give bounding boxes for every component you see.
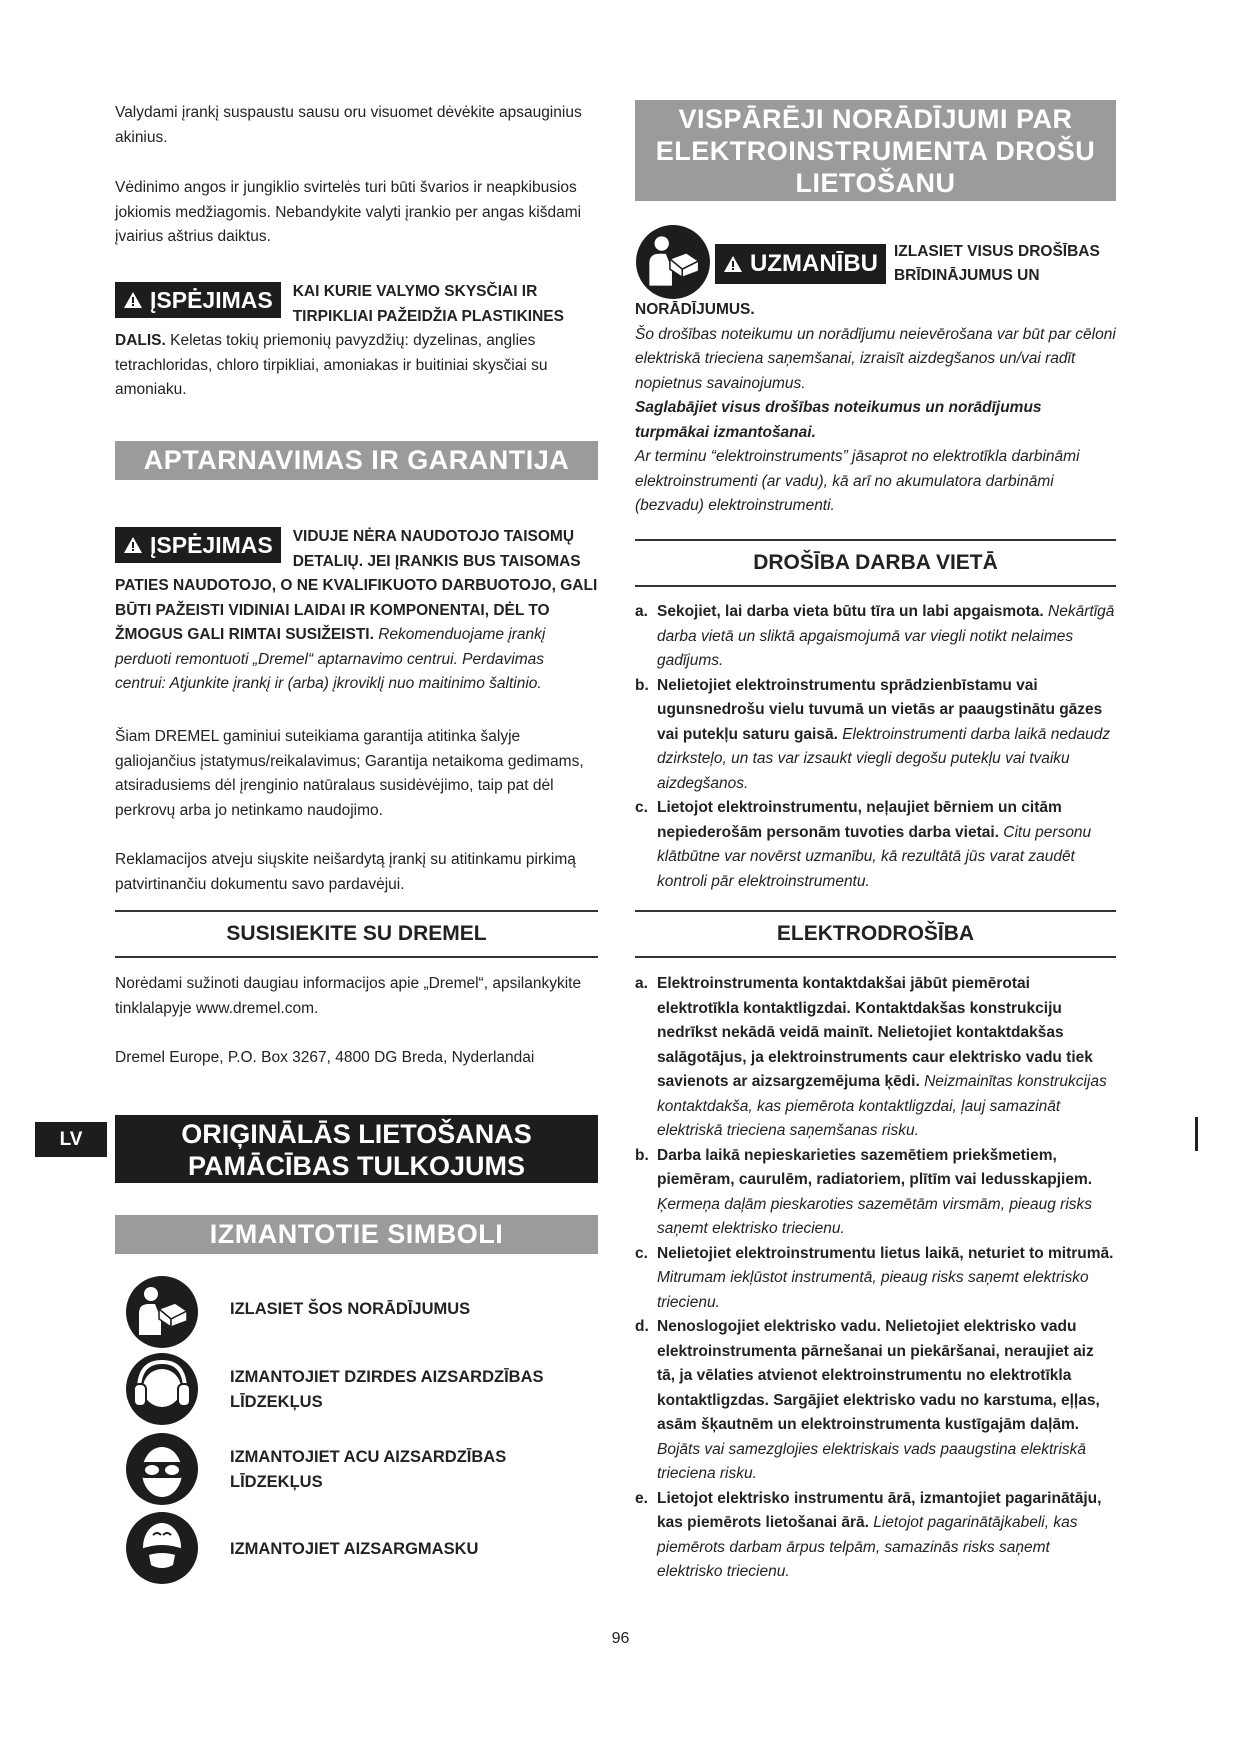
list-marker: c.	[635, 1244, 648, 1262]
workplace-list	[635, 600, 1116, 894]
heading-workplace-safety: DROŠĪBA DARBA VIETĀ	[635, 539, 1116, 587]
caution-head-line1: IZLASIET VISUS DROŠĪBAS	[893, 242, 1100, 260]
warning-repairs	[115, 525, 598, 697]
heading-contact: SUSISIEKITE SU DREMEL	[115, 910, 598, 958]
warning-body	[115, 329, 598, 403]
list-item	[635, 796, 1116, 894]
warning-head-line1: KAI KURIE VALYMO SKYSČIAI IR	[292, 283, 538, 300]
caution-save-instructions: Saglabājiet visus drošības noteikumus un norādījumus turpmākai izmantošanai.	[635, 399, 1042, 441]
list-item-bold: Sekojiet, lai darba vieta būtu tīra un labi apgaismota.	[657, 603, 1044, 620]
warning-head-end: DALIS.	[115, 332, 166, 349]
warning-triangle-icon	[123, 291, 143, 309]
warning-head-line1: VIDUJE NĖRA NAUDOTOJO TAISOMŲ	[292, 528, 575, 545]
symbol-label-line1: IZMANTOJIET DZIRDES AIZSARDZĪBAS	[230, 1368, 544, 1386]
banner-original-line2: PAMĀCĪBAS TULKOJUMS	[188, 1151, 525, 1181]
warning-italic-text: Rekomenduojame įrankį perduoti remontuoti „Dremel“ aptarnavimo centrui. Perdavimas centrui: Atjunkite įrankį ir (arba) įkroviklį nuo maitinimo šaltinio.	[115, 626, 546, 692]
caution-badge-label: UZMANĪBU	[750, 250, 878, 277]
banner-line2: ELEKTROINSTRUMENTA DROŠU	[655, 136, 1096, 166]
warning-triangle-icon	[723, 255, 743, 273]
caution-head-line2: BRĪDINĀJUMUS UN	[893, 267, 1040, 284]
page-edge-marker	[1195, 1117, 1198, 1151]
list-item-bold: Nenoslogojiet elektrisko vadu. Nelietojiet elektrisko vadu elektroinstrumenta pārnešanai un piekāršanai, neraujiet aiz tā, ja vēlaties atvienot elektroinstrumentu no elektrotīkla kontaktligzdas. Sargājiet elektrisko vadu no karstuma, eļļas, asām šķautnēm un elektroinstrumenta kustīgajām daļām.	[657, 1318, 1100, 1433]
eye-protection-icon	[125, 1432, 199, 1506]
paragraph-vents: Vėdinimo angos ir jungiklio svirtelės turi būti švarios ir neapkibusios jokiomis medžiagomis. Nebandykite valyti įrankio per angas kišdami įvairius aštrius daiktus.	[115, 179, 582, 245]
symbol-label-line1: IZLASIET ŠOS NORĀDĪJUMUS	[230, 1300, 471, 1318]
caution-block	[635, 228, 1116, 519]
list-item-bold: Nelietojiet elektroinstrumentu sprādzienbīstamu vai ugunsnedrošu vielu tuvumā un vietās ar paaugstinātu gāzes vai putekļu saturu gaisā.	[657, 676, 1103, 743]
banner-symbols: IZMANTOTIE SIMBOLI	[115, 1215, 598, 1254]
language-tab: LV	[35, 1122, 107, 1157]
paragraph-contact: Norėdami sužinoti daugiau informacijos apie „Dremel“, apsilankykite tinklalapyje www.dremel.com.	[115, 975, 582, 1017]
paragraph-claims: Reklamacijos atveju siųskite neišardytą įrankį su atitinkamu pirkimą patvirtinančiu dokumentu savo pardavėjui.	[115, 851, 576, 893]
list-item-italic: Citu personu klātbūtne var novērst uzmanību, kā rezultātā jūs varat zaudēt kontroli pār elektroinstrumentu.	[657, 823, 1092, 890]
list-item-bold: Elektroinstrumenta kontaktdakšai jābūt piemērotai elektrotīkla kontaktligzdai. Kontaktdakšas konstrukciju nedrīkst nekādā veidā mainīt. Nelietojiet kontaktdakšas salāgotājus, ja elektroinstruments caur elektrisko vadu tiek savienots ar aizsargzemējuma ķēdi.	[657, 975, 1093, 1090]
read-manual-icon	[125, 1275, 199, 1349]
warning-badge	[115, 282, 281, 318]
symbol-label-mask	[230, 1537, 478, 1562]
caution-italic-1: Šo drošības noteikumu un norādījumu neievērošana var būt par cēloni elektriskā trieciena saņemšanai, izraisīt aizdegšanos un/vai radīt nopietnus savainojumus.	[635, 325, 1116, 392]
list-marker: c.	[635, 799, 648, 816]
list-item	[635, 1144, 1116, 1242]
symbol-label-line2: LĪDZEKĻUS	[230, 1393, 323, 1411]
list-item	[635, 600, 1116, 674]
list-item-italic: Bojāts vai samezglojies elektriskais vads paaugstina elektriskā trieciena risku.	[657, 1440, 1087, 1482]
caution-term-definition: Ar terminu “elektroinstruments” jāsaprot no elektrotīkla darbināmi elektroinstrumenti (ar vadu), kā arī no akumulatora darbināmi (bezvadu) elektroinstrumenti.	[635, 448, 1080, 514]
banner-general-safety	[635, 100, 1116, 201]
warning-badge	[115, 527, 281, 563]
list-item-italic: Ķermeņa daļām pieskaroties sazemētām virsmām, pieaug risks saņemt elektrisko triecienu.	[657, 1195, 1093, 1237]
symbol-label-line2: LĪDZEKĻUS	[230, 1473, 323, 1491]
list-marker: a.	[635, 603, 648, 620]
warning-repairs-body	[115, 574, 598, 697]
paragraph-address: Dremel Europe, P.O. Box 3267, 4800 DG Breda, Nyderlandai	[115, 1049, 535, 1066]
symbol-label-read	[230, 1297, 470, 1322]
list-item-italic: Neizmainītas konstrukcijas kontaktdakša, kas piemērota kontaktligzdai, ļauj samazināt elektriskā trieciena saņemšanas risku.	[657, 1073, 1107, 1139]
list-item	[635, 1315, 1116, 1487]
read-manual-icon	[635, 224, 711, 300]
list-item	[635, 674, 1116, 797]
list-item-bold: Lietojot elektrisko instrumentu ārā, izmantojiet pagarinātāju, kas piemērots lietošanai ārā.	[657, 1489, 1102, 1531]
banner-service-warranty: APTARNAVIMAS IR GARANTIJA	[115, 441, 598, 480]
warning-badge-label: ĮSPĖJIMAS	[150, 286, 273, 313]
list-marker: b.	[635, 1146, 649, 1164]
warning-triangle-icon	[123, 536, 143, 554]
banner-line3: LIETOŠANU	[795, 168, 956, 198]
symbol-label-eye	[230, 1445, 506, 1495]
list-item-bold: Darba laikā nepieskarieties sazemētiem priekšmetiem, piemēram, caurulēm, radiatoriem, plītīm vai ledusskapjiem.	[657, 1146, 1093, 1188]
paragraph-warranty: Šiam DREMEL gaminiui suteikiama garantija atitinka šalyje galiojančius įstatymus/reikalavimus; Garantija netaikoma gedimams, atsiradusiems dėl įrenginio natūralaus susidėvėjimo, taip pat dėl perkrovų arba jo netinkamo naudojimo.	[115, 728, 584, 819]
list-item	[635, 972, 1116, 1144]
list-item-italic: Elektroinstrumenti darba laikā nedaudz dzirksteļo, un tas var izsaukt viegli degošu putekļu vai tvaiku aizdegšanos.	[657, 725, 1111, 792]
symbol-label-ear	[230, 1365, 544, 1415]
paragraph-safety-glasses: Valydami įrankį suspaustu sausu oru visuomet dėvėkite apsauginius akinius.	[115, 104, 582, 146]
heading-electrical-safety: ELEKTRODROŠĪBA	[635, 910, 1116, 958]
list-item	[635, 1487, 1116, 1585]
banner-line1: VISPĀRĒJI NORĀDĪJUMI PAR	[678, 104, 1073, 134]
warning-cleaning	[115, 280, 598, 403]
caution-badge	[715, 244, 886, 284]
list-marker: a.	[635, 975, 648, 992]
dust-mask-icon	[125, 1511, 199, 1585]
warning-head-line2: DETALIŲ. JEI ĮRANKIS BUS TAISOMAS	[292, 552, 581, 570]
warning-head-rest: PATIES NAUDOTOJO, O NE KVALIFIKUOTO DARBUOTOJO, GALI BŪTI PAŽEISTI VIDINIAI LAIDAI IR KOMPONENTAI, DĖL TO ŽMOGUS GALI RIMTAI SUSIŽEISTI.	[115, 577, 598, 643]
warning-head-line2: TIRPIKLIAI PAŽEIDŽIA PLASTIKINES	[292, 307, 564, 325]
list-marker: e.	[635, 1489, 648, 1507]
list-item-bold: Nelietojiet elektroinstrumentu lietus laikā, neturiet to mitrumā.	[657, 1244, 1114, 1262]
list-item-italic: Mitrumam iekļūstot instrumentā, pieaug risks saņemt elektrisko triecienu.	[657, 1269, 1089, 1311]
symbol-label-line1: IZMANTOJIET ACU AIZSARDZĪBAS	[230, 1448, 507, 1466]
list-marker: b.	[635, 676, 649, 694]
warning-badge-label: ĮSPĖJIMAS	[150, 531, 273, 558]
symbol-label-line1: IZMANTOJIET AIZSARGMASKU	[230, 1540, 479, 1558]
banner-original-instructions	[115, 1115, 598, 1183]
list-item	[635, 1242, 1116, 1316]
caution-head-end: NORĀDĪJUMUS.	[635, 301, 755, 318]
list-item-italic: Nekārtīgā darba vietā un sliktā apgaismojumā var viegli notikt nelaimes gadījums.	[657, 603, 1115, 669]
ear-protection-icon	[125, 1352, 199, 1426]
electric-list	[635, 972, 1116, 1585]
warning-body-text: Keletas tokių priemonių pavyzdžių: dyzelinas, anglies tetrachloridas, chloro tirpikliai, amoniakas ir buitiniai skysčiai su amoniaku.	[115, 332, 548, 398]
banner-original-line1: ORIĢINĀLĀS LIETOŠANAS	[181, 1119, 532, 1149]
page-number: 96	[611, 1630, 630, 1647]
list-marker: d.	[635, 1318, 649, 1335]
list-item-italic: Lietojot pagarinātājkabeli, kas piemērots darbam ārpus telpām, samazinās risks saņemt elektrisko triecienu.	[657, 1514, 1078, 1580]
list-item-bold: Lietojot elektroinstrumentu, neļaujiet bērniem un citām nepiederošām personām tuvoties darba vietai.	[657, 799, 1062, 841]
